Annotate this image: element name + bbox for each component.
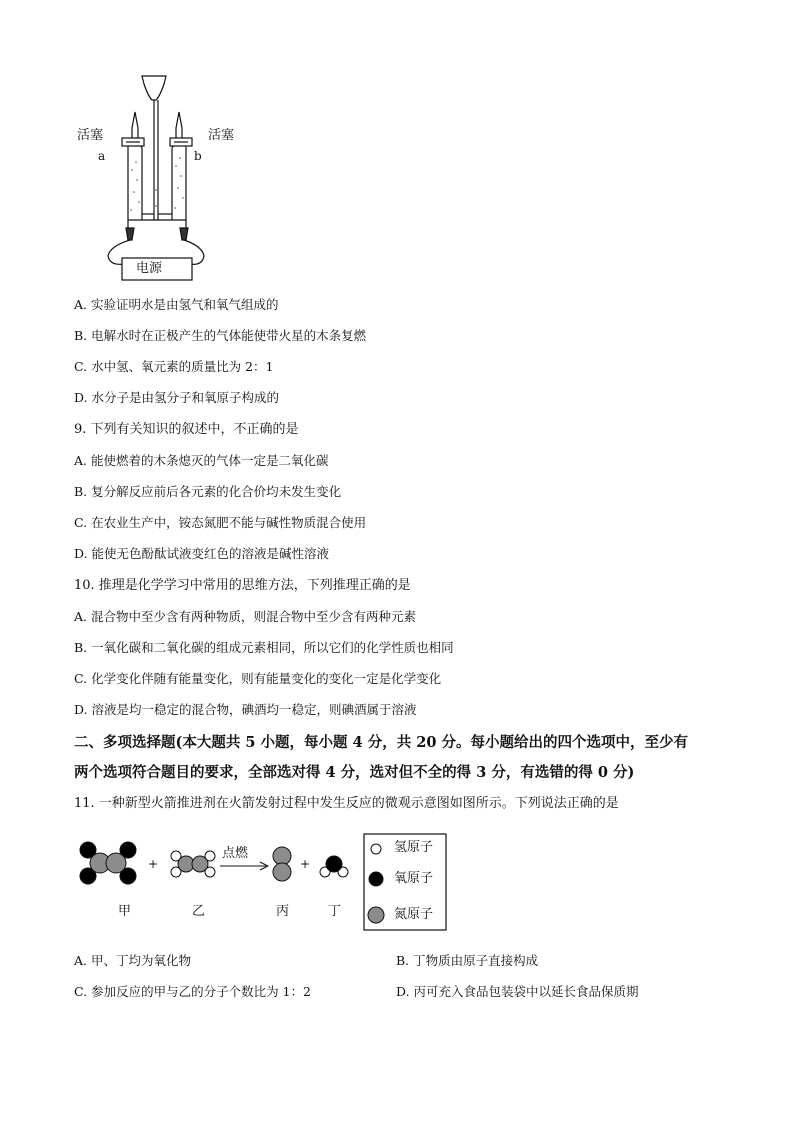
- bing-nitrogen-atom: [273, 847, 291, 865]
- section2-heading-line2: 两个选项符合题目的要求，全部选对得 4 分，选对但不全的得 3 分，有选错的得 0 分): [74, 764, 635, 781]
- legend-oxygen-label: 氧原子: [394, 871, 434, 886]
- arrow-label: 点燃: [222, 846, 249, 861]
- q11-stem: 11. 一种新型火箭推进剂在火箭发射过程中发生反应的微观示意图如图所示。下列说法正确的是: [74, 796, 619, 811]
- q10-option-a: A. 混合物中至少含有两种物质，则混合物中至少含有两种元素: [74, 609, 416, 624]
- legend-oxygen-swatch: [369, 872, 383, 886]
- left-valve-label: 活塞: [77, 128, 104, 143]
- label-yi: 乙: [192, 904, 206, 919]
- legend-hydrogen-label: 氢原子: [394, 840, 434, 855]
- right-valve-label: 活塞: [208, 128, 235, 143]
- q10-option-b: B. 一氧化碳和二氧化碳的组成元素相同，所以它们的化学性质也相同: [74, 640, 454, 655]
- label-bing: 丙: [276, 904, 290, 919]
- q9-option-d: D. 能使无色酚酞试液变红色的溶液是碱性溶液: [74, 546, 330, 561]
- q9-stem: 9. 下列有关知识的叙述中，不正确的是: [74, 422, 299, 437]
- ding-oxygen-atom: [326, 856, 342, 872]
- q11-option-b: B. 丁物质由原子直接构成: [396, 953, 539, 968]
- plus-sign: +: [300, 857, 311, 871]
- q8-option-a: A. 实验证明水是由氢气和氧气组成的: [74, 297, 279, 312]
- legend-nitrogen-label: 氮原子: [394, 907, 434, 922]
- q8-option-d: D. 水分子是由氢分子和氧原子构成的: [74, 390, 280, 405]
- q11-option-a: A. 甲、丁均为氧化物: [74, 953, 191, 968]
- right-tube-label: b: [194, 149, 202, 163]
- q9-option-b: B. 复分解反应前后各元素的化合价均未发生变化: [74, 484, 342, 499]
- q10-option-d: D. 溶液是均一稳定的混合物，碘酒均一稳定，则碘酒属于溶液: [74, 702, 417, 717]
- legend-hydrogen-swatch: [371, 844, 381, 854]
- electrolysis-apparatus-figure: [70, 70, 260, 285]
- yi-nitrogen-atom: [192, 856, 208, 872]
- legend-nitrogen-swatch: [368, 907, 384, 923]
- label-ding: 丁: [328, 904, 342, 919]
- section2-heading-line1: 二、多项选择题(本大题共 5 小题，每小题 4 分，共 20 分。每小题给出的四个选项中，至少有: [74, 734, 689, 751]
- power-label: 电源: [136, 261, 163, 276]
- q10-stem: 10. 推理是化学学习中常用的思维方法，下列推理正确的是: [74, 578, 411, 593]
- q10-option-c: C. 化学变化伴随有能量变化，则有能量变化的变化一定是化学变化: [74, 671, 442, 686]
- q11-option-c: C. 参加反应的甲与乙的分子个数比为 1：2: [74, 984, 311, 999]
- plus-sign: +: [148, 857, 159, 871]
- q11-option-d: D. 丙可充入食品包装袋中以延长食品保质期: [396, 984, 639, 999]
- q9-option-a: A. 能使燃着的木条熄灭的气体一定是二氧化碳: [74, 453, 329, 468]
- q9-option-c: C. 在农业生产中，铵态氮肥不能与碱性物质混合使用: [74, 515, 367, 530]
- jia-nitrogen-atom: [106, 853, 126, 873]
- label-jia: 甲: [118, 904, 132, 919]
- q8-option-b: B. 电解水时在正极产生的气体能使带火星的木条复燃: [74, 328, 367, 343]
- left-tube-label: a: [98, 149, 106, 163]
- bing-nitrogen-atom: [273, 863, 291, 881]
- q8-option-c: C. 水中氢、氧元素的质量比为 2：1: [74, 359, 274, 374]
